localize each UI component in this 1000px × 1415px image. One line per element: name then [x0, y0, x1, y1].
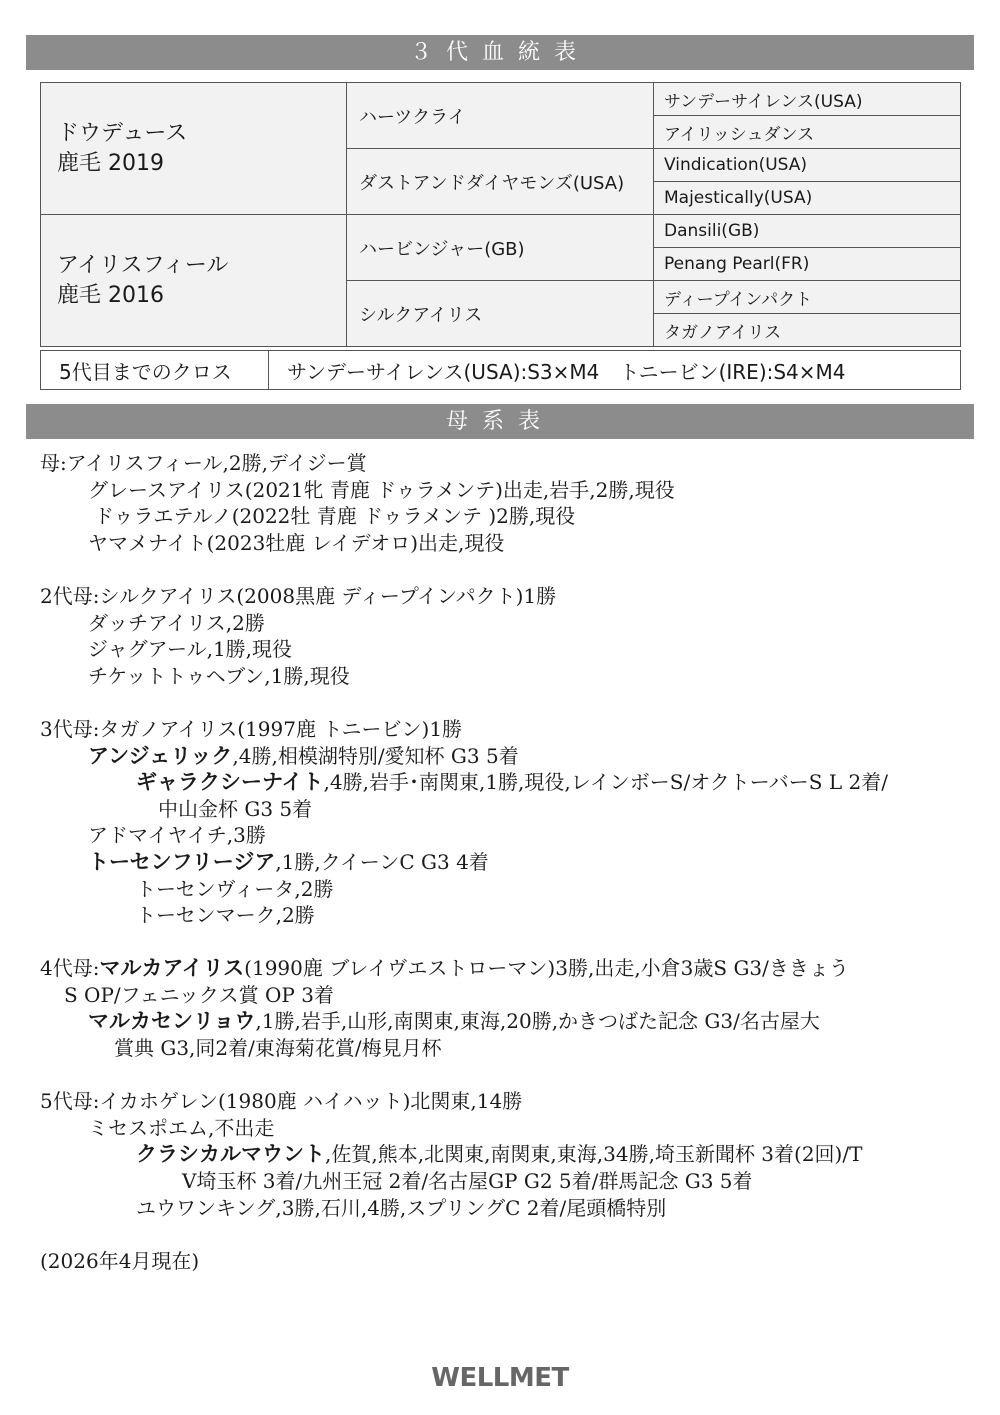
dam-line-item: 3代母:タガノアイリス(1997鹿 トニービン)1勝: [40, 716, 463, 741]
sire-name: ドウデュース: [57, 120, 188, 146]
dam-line-section-title: 母系表: [26, 404, 974, 439]
horse-name-bold: アンジェリック: [88, 743, 233, 768]
dam-line-item: [40, 955, 970, 982]
horse-record: ,4勝,岩手･南関東,1勝,現役,レインボーS/オクトーバーS L 2着/: [323, 770, 888, 795]
wellmet-logo: WELLMET: [431, 1363, 569, 1393]
g3-1: サンデーサイレンス(USA): [654, 83, 961, 116]
pedigree-sire-cell: [41, 83, 347, 215]
dam-line-item: [40, 1008, 970, 1035]
dam-dam: シルクアイリス: [347, 281, 654, 347]
g3-3: Vindication(USA): [654, 149, 961, 182]
dam-line-list: [40, 450, 970, 1274]
cross-table: [40, 350, 961, 390]
dam-line-item: 母:アイリスフィール,2勝,デイジー賞: [40, 451, 367, 475]
pedigree-dam-cell: [41, 215, 347, 347]
g3-7: ディープインパクト: [654, 281, 961, 314]
dam-line-item: S OP/フェニックス賞 OP 3着: [64, 982, 334, 1007]
g3-8: タガノアイリス: [654, 314, 961, 347]
dam-line-item: [40, 743, 970, 770]
horse-name-bold: クラシカルマウント: [136, 1142, 325, 1167]
horse-name-bold: トーセンフリージア: [88, 849, 276, 874]
dam-line-item: グレースアイリス(2021牝 青鹿 ドゥラメンテ)出走,岩手,2勝,現役: [88, 477, 675, 502]
g3-5: Dansili(GB): [654, 215, 961, 248]
dam-line-item: 5代母:イカホゲレン(1980鹿 ハイハット)北関東,14勝: [40, 1089, 523, 1114]
dam-line-item: 賞典 G3,同2着/東海菊花賞/梅見月杯: [114, 1036, 442, 1061]
horse-record: (1990鹿 ブレイヴエストローマン)3勝,出走,小倉3歳S G3/ききょう: [244, 956, 849, 981]
g3-2: アイリッシュダンス: [654, 116, 961, 149]
dam-line-item: ダッチアイリス,2勝: [88, 610, 265, 635]
horse-record: ,佐賀,熊本,北関東,南関東,東海,34勝,埼玉新聞杯 3着(2回)/T: [325, 1142, 863, 1167]
horse-record: ,4勝,相模湖特別/愛知杯 G3 5着: [232, 743, 519, 768]
dam-line-item: トーセンマーク,2勝: [136, 903, 315, 928]
dam-line-item: ドゥラエテルノ(2022牡 青鹿 ドゥラメンテ )2勝,現役: [94, 504, 576, 529]
dam-name: アイリスフィール: [57, 252, 229, 278]
horse-record: ,1勝,岩手,山形,南関東,東海,20勝,かきつばた記念 G3/名古屋大: [255, 1009, 820, 1034]
dam-line-item: ヤマメナイト(2023牡鹿 レイデオロ)出走,現役: [88, 530, 505, 555]
sire-dam: ダストアンドダイヤモンズ(USA): [347, 149, 654, 215]
g3-4: Majestically(USA): [654, 182, 961, 215]
dam-info: 鹿毛 2016: [57, 282, 164, 308]
horse-name-bold: マルカセンリョウ: [88, 1009, 256, 1034]
dam-line-item: チケットトゥヘブン,1勝,現役: [88, 663, 350, 688]
dam-line-item: [40, 769, 970, 796]
cross-value: サンデーサイレンス(USA):S3×M4 トニービン(IRE):S4×M4: [269, 351, 961, 390]
dam-line-item: V埼玉杯 3着/九州王冠 2着/名古屋GP G2 5着/群馬記念 G3 5着: [182, 1169, 753, 1194]
sire-sire: ハーツクライ: [347, 83, 654, 149]
pedigree-table: [40, 82, 961, 347]
generation-label: 4代母:: [40, 956, 100, 981]
dam-line-item: [40, 849, 970, 876]
horse-name-bold: マルカアイリス: [99, 956, 245, 981]
horse-record: ,1勝,クイーンC G3 4着: [275, 849, 489, 874]
cross-label: 5代目までのクロス: [41, 351, 269, 390]
pedigree-section-title: ３代血統表: [26, 35, 974, 70]
horse-name-bold: ギャラクシーナイト: [136, 770, 324, 795]
g3-6: Penang Pearl(FR): [654, 248, 961, 281]
dam-line-item: 2代母:シルクアイリス(2008黒鹿 ディープインパクト)1勝: [40, 583, 557, 608]
sire-info: 鹿毛 2019: [57, 150, 164, 176]
dam-line-item: ユウワンキング,3勝,石川,4勝,スプリングC 2着/尾頭橋特別: [136, 1195, 667, 1220]
dam-line-item: [40, 1141, 970, 1168]
dam-line-item: アドマイヤイチ,3勝: [88, 823, 266, 848]
as-of-note: (2026年4月現在): [40, 1248, 200, 1273]
dam-sire: ハービンジャー(GB): [347, 215, 654, 281]
dam-line-item: 中山金杯 G3 5着: [158, 796, 313, 821]
dam-line-item: ミセスポエム,不出走: [88, 1115, 275, 1140]
dam-line-item: トーセンヴィータ,2勝: [136, 876, 334, 901]
dam-line-item: ジャグアール,1勝,現役: [88, 637, 293, 662]
